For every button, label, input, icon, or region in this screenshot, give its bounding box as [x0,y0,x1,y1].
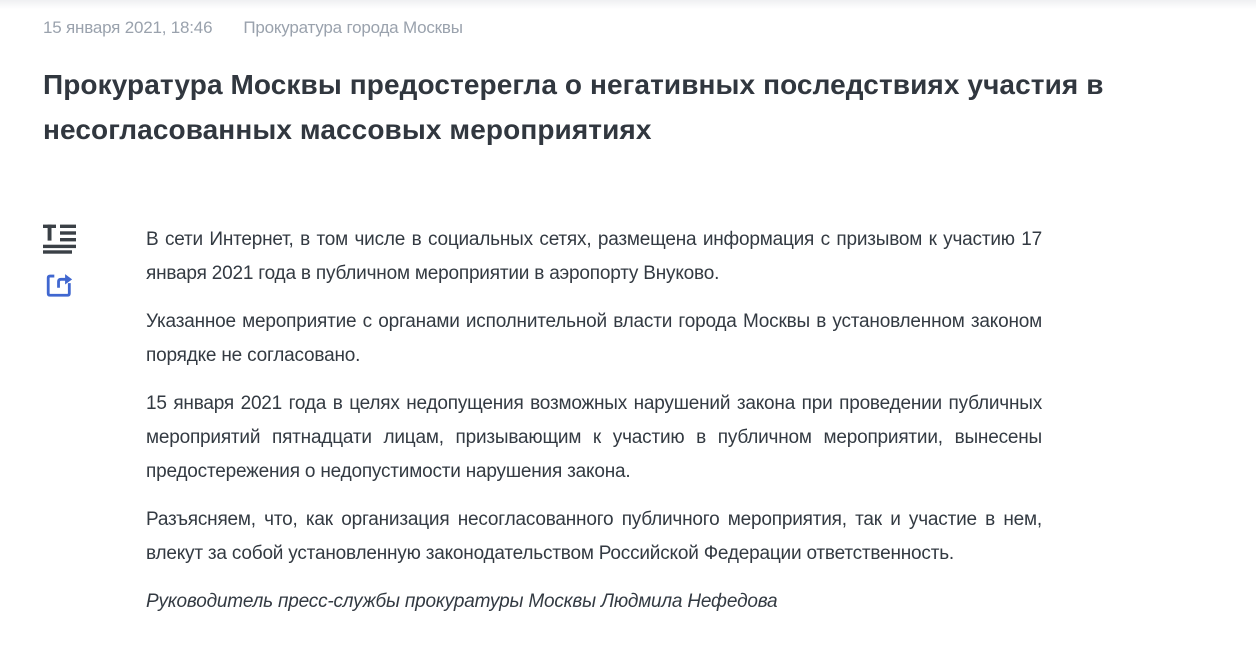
paragraph: Разъясняем, что, как организация несогласованного публичного мероприятия, так и участие в нем, влекут за собой установленную законодательством Российской Федерации ответственность. [146,509,1042,564]
share-icon [43,269,75,299]
paragraph: 15 января 2021 года в целях недопущения возможных нарушений закона при проведении публичных мероприятий пятнадцати лицам, призывающим к участию в публичном мероприятии, вынесены предостережения о недопустимости нарушения закона. [146,393,1042,482]
publish-date: 15 января 2021, 18:46 [43,18,213,37]
source-link[interactable]: Прокуратура города Москвы [243,18,463,37]
article-body [146,223,1042,619]
paragraph: Указанное мероприятие с органами исполнительной власти города Москвы в установленном законом порядке не согласовано. [146,311,1042,366]
share-button[interactable] [43,269,76,299]
signature: Руководитель пресс-службы прокуратуры Москвы Людмила Нефедова [146,591,778,612]
article-block [43,223,1216,619]
article-meta [43,0,1216,38]
paragraph: В сети Интернет, в том числе в социальных сетях, размещена информация с призывом к участию 17 января 2021 года в публичном мероприятии в аэропорту Внуково. [146,229,1042,284]
article-title: Прокуратура Москвы предостерегла о негативных последствиях участия в несогласованных массовых мероприятиях [43,69,1104,145]
text-size-button[interactable] [43,224,76,254]
text-size-icon [43,224,76,254]
article-toolbar [43,223,146,619]
